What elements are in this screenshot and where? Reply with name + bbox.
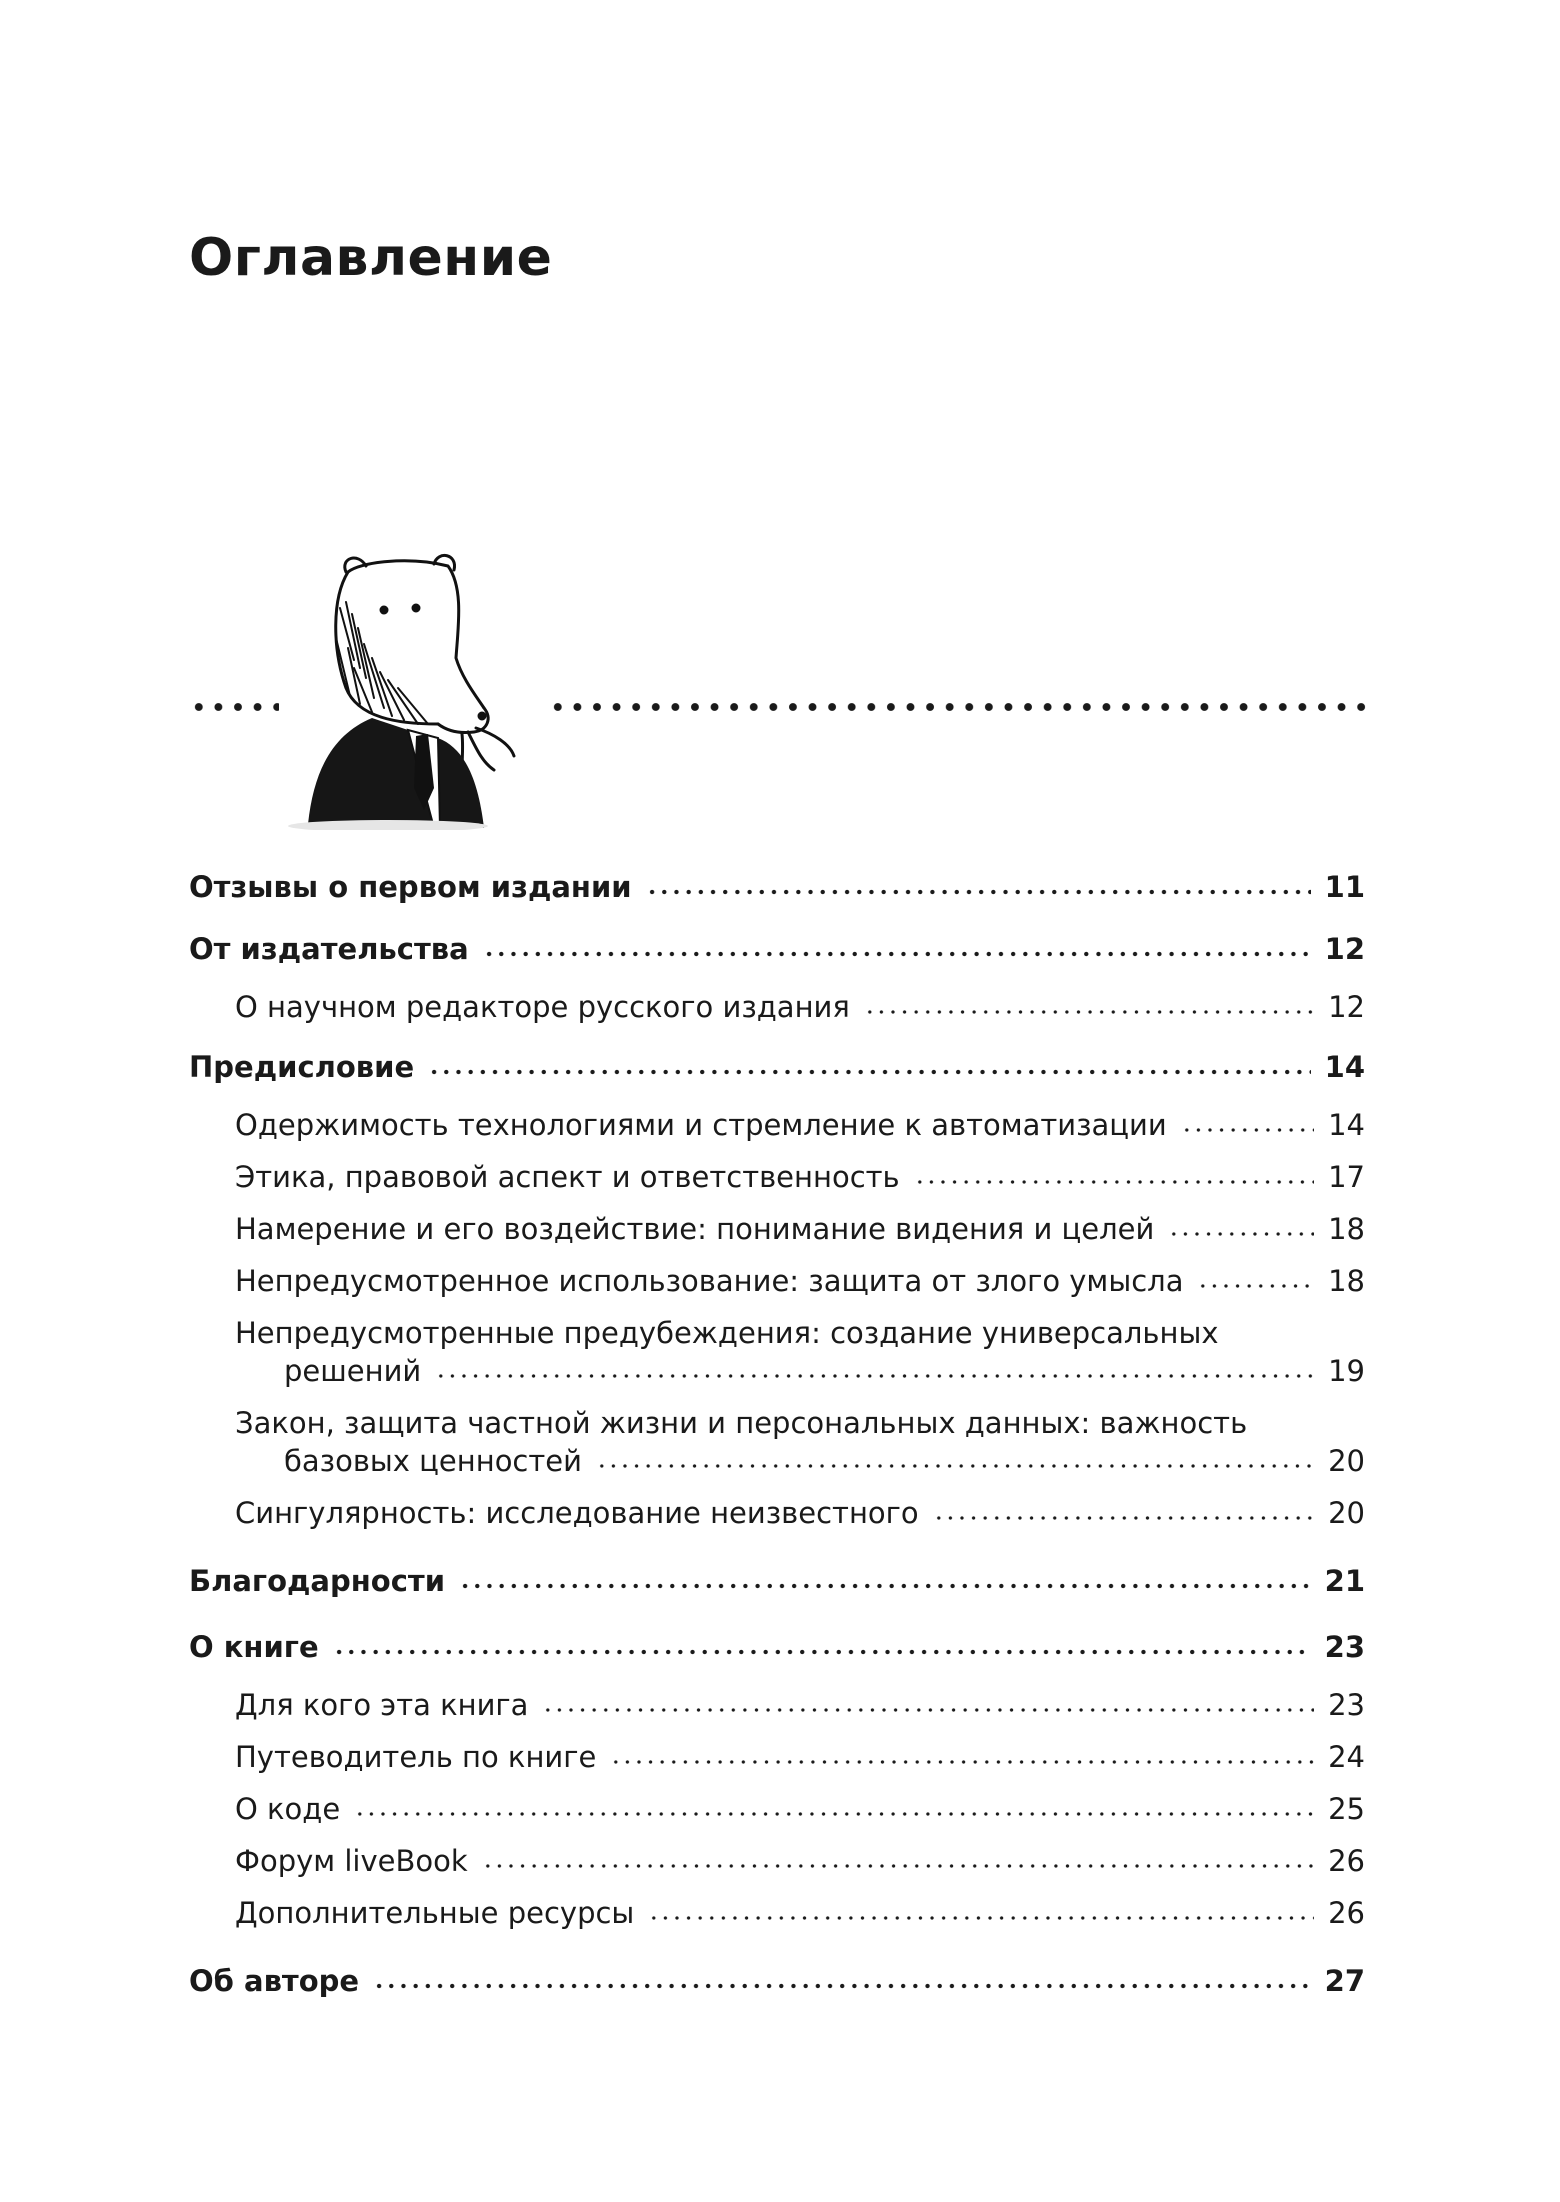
toc-entry-page: 27 (1324, 1964, 1365, 1998)
dot-leader (864, 1008, 1314, 1016)
dot-leader (933, 1514, 1314, 1522)
toc-entry-guide[interactable] (235, 1740, 1365, 1774)
toc-entry-page: 19 (1328, 1354, 1365, 1388)
toc-entry-audience[interactable] (235, 1688, 1365, 1722)
toc-entry-publisher[interactable] (189, 932, 1365, 966)
toc-entry-resources[interactable] (235, 1896, 1365, 1930)
toc-entry-about-author[interactable] (189, 1964, 1365, 1998)
toc-entry-label: О коде (235, 1792, 341, 1826)
toc-entry-label: базовых ценностей (284, 1444, 582, 1478)
toc-entry-label: Этика, правовой аспект и ответственность (235, 1160, 900, 1194)
dot-leader (483, 950, 1311, 958)
toc-entry-about-book[interactable] (189, 1630, 1365, 1664)
toc-entry-label: О научном редакторе русского издания (235, 990, 850, 1024)
toc-entry-label: Одержимость технологиями и стремление к автоматизации (235, 1108, 1167, 1142)
toc-entry-ethics[interactable] (235, 1160, 1365, 1194)
toc-entry-law-line1[interactable]: Закон, защита частной жизни и персональных данных: важность (235, 1406, 1248, 1440)
toc-entry-page: 14 (1328, 1108, 1365, 1142)
toc-entry-page: 26 (1328, 1896, 1365, 1930)
toc-entry-scientific-editor[interactable] (235, 990, 1365, 1024)
dot-leader (1168, 1230, 1314, 1238)
toc-entry-page: 25 (1328, 1792, 1365, 1826)
toc-entry-page: 18 (1328, 1212, 1365, 1246)
toc-entry-label: Дополнительные ресурсы (235, 1896, 635, 1930)
toc-entry-label: Предисловие (189, 1050, 415, 1084)
toc-entry-label: Для кого эта книга (235, 1688, 529, 1722)
dot-leader (459, 1582, 1311, 1590)
toc-entry-page: 14 (1324, 1050, 1365, 1084)
dot-leader (596, 1462, 1314, 1470)
dot-leader (333, 1648, 1311, 1656)
toc-entry-bias[interactable] (284, 1354, 1365, 1388)
toc-entry-label: Непредусмотренное использование: защита от злого умысла (235, 1264, 1184, 1298)
toc-entry-page: 24 (1328, 1740, 1365, 1774)
dot-leader (373, 1982, 1311, 1990)
toc-entry-page: 23 (1328, 1688, 1365, 1722)
dot-leader (482, 1862, 1314, 1870)
toc-entry-label: Благодарности (189, 1564, 446, 1598)
dot-leader (354, 1810, 1314, 1818)
toc-entry-page: 17 (1328, 1160, 1365, 1194)
toc-entry-label: От издательства (189, 932, 469, 966)
toc-entry-technology-obsession[interactable] (235, 1108, 1365, 1142)
toc-entry-page: 20 (1328, 1496, 1365, 1530)
toc-entry-page: 21 (1324, 1564, 1365, 1598)
dot-leader (435, 1372, 1314, 1380)
toc-entry-misuse[interactable] (235, 1264, 1365, 1298)
dot-leader (610, 1758, 1314, 1766)
toc-entry-label: Намерение и его воздействие: понимание видения и целей (235, 1212, 1155, 1246)
toc-entry-reviews[interactable] (189, 870, 1365, 904)
toc-entry-page: 12 (1328, 990, 1365, 1024)
toc-entry-page: 11 (1324, 870, 1365, 904)
toc-entry-intent[interactable] (235, 1212, 1365, 1246)
toc-entry-code[interactable] (235, 1792, 1365, 1826)
toc-entry-label: О книге (189, 1630, 319, 1664)
dot-leader (1197, 1282, 1314, 1290)
dot-leader (646, 888, 1311, 896)
page-title: Оглавление (189, 228, 553, 288)
dot-leader (648, 1914, 1314, 1922)
toc-entry-acknowledgements[interactable] (189, 1564, 1365, 1598)
toc-entry-preface[interactable] (189, 1050, 1365, 1084)
toc-entry-label: Форум liveBook (235, 1844, 468, 1878)
toc-entry-page: 23 (1324, 1630, 1365, 1664)
toc-entry-label: Путеводитель по книге (235, 1740, 597, 1774)
dot-leader (1181, 1126, 1314, 1134)
toc-entry-bias-line1[interactable]: Непредусмотренные предубеждения: создание универсальных (235, 1316, 1219, 1350)
toc-entry-page: 18 (1328, 1264, 1365, 1298)
toc-entry-livebook-forum[interactable] (235, 1844, 1365, 1878)
toc-entry-label: Об авторе (189, 1964, 360, 1998)
toc-entry-page: 12 (1324, 932, 1365, 966)
dot-leader (542, 1706, 1314, 1714)
toc-entry-label: решений (284, 1354, 422, 1388)
toc-entry-law[interactable] (284, 1444, 1365, 1478)
dot-leader (428, 1068, 1311, 1076)
toc-entry-singularity[interactable] (235, 1496, 1365, 1530)
toc-entry-page: 20 (1328, 1444, 1365, 1478)
toc-entry-label: Отзывы о первом издании (189, 870, 632, 904)
dot-leader (914, 1178, 1314, 1186)
toc-entry-page: 26 (1328, 1844, 1365, 1878)
toc-entry-label: Сингулярность: исследование неизвестного (235, 1496, 919, 1530)
